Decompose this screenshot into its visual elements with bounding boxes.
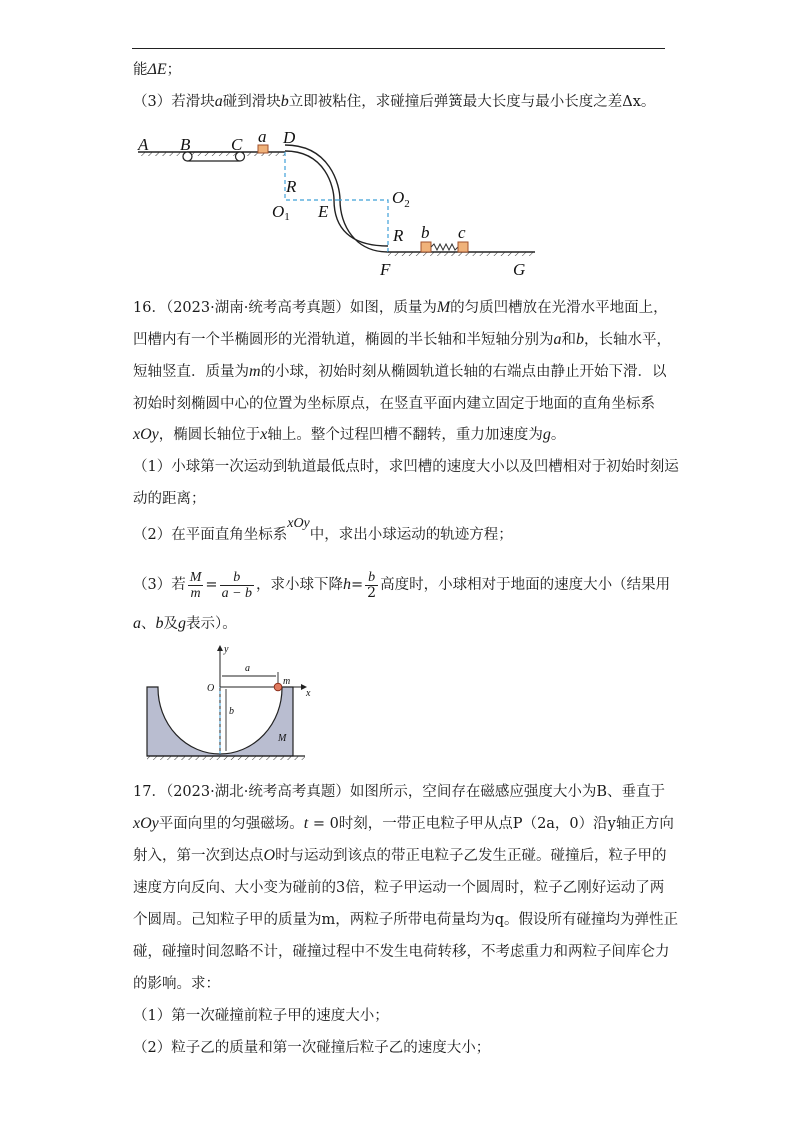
label-b: b	[421, 223, 430, 242]
label-D: D	[283, 128, 296, 147]
q17-line-4: 速度方向反向、大小变为碰前的3倍，粒子甲运动一个圆周时，粒子乙刚好运动了两	[133, 880, 665, 896]
label-O2: $O_2$	[392, 188, 410, 210]
label-O: O	[207, 683, 215, 694]
groove-figure	[0, 630, 800, 765]
q16-line-5: xOy，椭圆长轴位于x轴上。整个过程凹槽不翻转，重力加速度为g。	[133, 426, 566, 443]
fraction-b-over-2: $\frac{b}{2}$	[367, 569, 377, 601]
q16-part3: （3）若 $\frac{M}{m}$ = $\frac{b}{a - b}$ ，求小球下降h= $\frac{b}{2}$ 高度时，小球相对于地面的速度大小（结果用	[133, 569, 671, 601]
label-C: C	[231, 135, 243, 154]
q16-part1-a: （1）小球第一次运动到轨道最低点时，求凹槽的速度大小以及凹槽相对于初始时刻运	[133, 459, 679, 475]
label-O1: O1	[272, 202, 290, 223]
q15-part3: （3）若滑块a碰到滑块b立即被粘住，求碰撞后弹簧最大长度与最小长度之差Δx。	[133, 93, 656, 110]
label-m: m	[283, 676, 291, 687]
label-B: B	[180, 135, 191, 154]
block-c	[458, 242, 468, 252]
q17-part1: （1）第一次碰撞前粒子甲的速度大小；	[133, 1008, 389, 1024]
q17-part2: （2）粒子乙的质量和第一次碰撞后粒子乙的速度大小；	[133, 1040, 491, 1056]
label-b2: b	[229, 706, 234, 717]
label-G: G	[513, 260, 526, 279]
q16-part1-b: 动的距离；	[133, 491, 206, 507]
q16-line-1: 16．（2023·湖南·统考高考真题）如图，质量为M的匀质凹槽放在光滑水平地面上，	[133, 299, 668, 316]
q16-part3-line2: a、b及g表示）。	[133, 615, 237, 632]
label-A: A	[138, 135, 149, 154]
q17-line-5: 个圆周。己知粒子甲的质量为m，两粒子所带电荷量均为q。假设所有碰撞均为弹性正	[133, 912, 679, 928]
label-c: c	[458, 223, 466, 242]
track-outer	[285, 145, 388, 252]
q16-line-4: 初始时刻椭圆中心的位置为坐标原点，在竖直平面内建立固定于地面的直角坐标系	[133, 396, 655, 412]
label-x: x	[306, 688, 311, 699]
label-y: y	[224, 644, 229, 655]
q16-line-3: 短轴竖直．质量为m的小球，初始时刻从椭圆轨道长轴的右端点由静止开始下滑．以	[133, 363, 667, 380]
spring	[431, 244, 458, 250]
track-inner	[285, 151, 388, 246]
q16-line-2: 凹槽内有一个半椭圆形的光滑轨道，椭圆的半长轴和半短轴分别为a和b，长轴水平，	[133, 331, 671, 348]
label-R2: R	[393, 226, 404, 245]
label-R1: R	[286, 177, 297, 196]
block-a	[258, 145, 268, 153]
q17-line-1: 17．（2023·湖北·统考高考真题）如图所示，空间存在磁感应强度大小为B、垂直于	[133, 784, 665, 800]
ball-m	[274, 683, 282, 691]
fraction-b-over-a-minus-b: $\frac{b}{a - b}$	[221, 569, 253, 601]
groove-ground-hatch	[147, 756, 305, 760]
q17-line-3: 射入，第一次到达点O时与运动到该点的带正电粒子乙发生正碰。碰撞后，粒子甲的	[133, 847, 667, 864]
label-E: E	[318, 202, 329, 221]
q16-part2: （2）在平面直角坐标系xOy中，求出小球运动的轨迹方程；	[133, 516, 513, 543]
track-figure	[0, 0, 800, 290]
lower-ground-hatch	[388, 252, 535, 256]
label-a: a	[258, 127, 267, 146]
label-M: M	[278, 733, 287, 744]
q17-line-7: 的影响。求：	[133, 976, 220, 992]
prev-question-tail: 能ΔE；	[133, 61, 182, 78]
fraction-M-over-m: $\frac{M}{m}$	[189, 569, 202, 601]
block-b	[421, 242, 431, 252]
q17-line-6: 碰，碰撞时间忽略不计，碰撞过程中不发生电荷转移，不考虑重力和两粒子间库仑力	[133, 944, 670, 960]
label-F: F	[380, 260, 391, 279]
q17-line-2: xOy平面向里的匀强磁场。t = 0时刻，一带正电粒子甲从点P（2a，0）沿y轴正方向	[133, 815, 674, 832]
label-a2: a	[245, 663, 250, 674]
